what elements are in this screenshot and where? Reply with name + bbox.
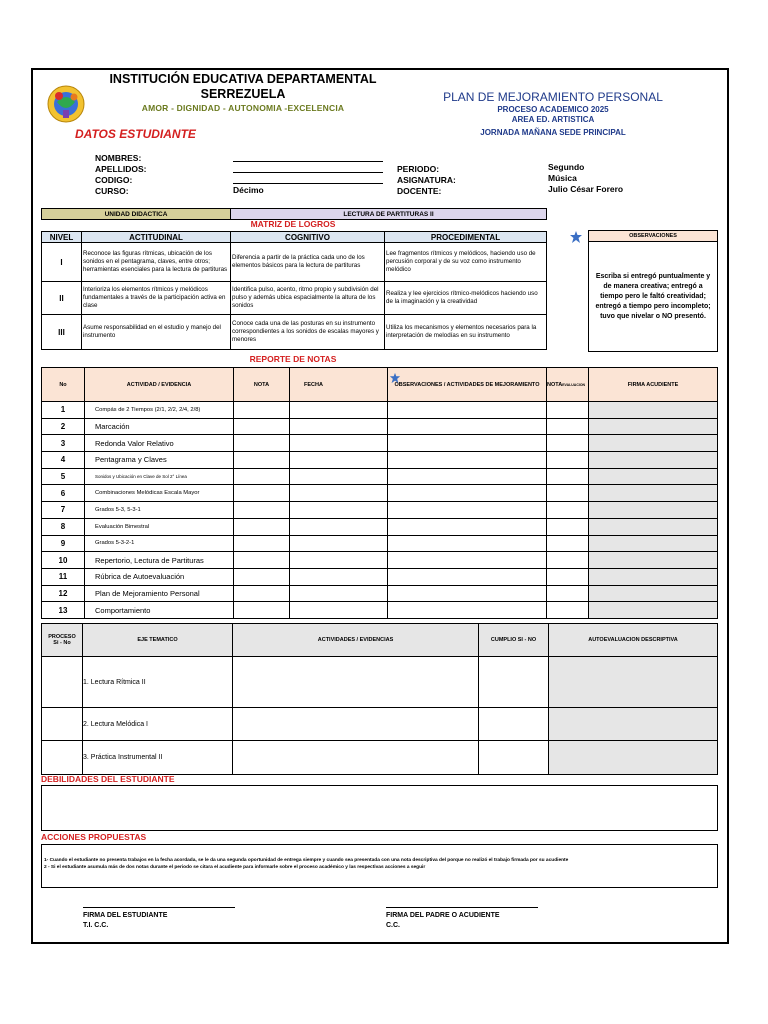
obs-cell[interactable]: [388, 502, 547, 519]
matriz-row: [42, 282, 547, 315]
firma-header: FIRMA ACUDIENTE: [589, 368, 718, 402]
accion-1: 1- Cuando el estudiante no presenta trabajos en la fecha acordada, se le da una segunda oportunidad de entrega siempre y cuando sea presentada con una nota descriptiva del porque no realizó el trabajo firmada por su acudiente: [44, 858, 569, 863]
institution-name: [93, 72, 393, 102]
unidad-value: LECTURA DE PARTITURAS II: [231, 209, 547, 220]
nota-eval-cell[interactable]: [547, 435, 589, 452]
cognitivo-cell: Conoce cada una de las posturas en su instrumento correspondientes a los sonidos de escalas mayores y menores: [231, 315, 385, 350]
row-number: 5: [42, 468, 85, 485]
proceso-table: [41, 623, 718, 775]
fecha-cell[interactable]: [290, 535, 388, 552]
asignatura-value: Música: [548, 173, 577, 183]
matriz-row: [42, 315, 547, 350]
nota-cell[interactable]: [234, 485, 290, 502]
debilidades-box[interactable]: [41, 785, 718, 831]
proceso-label: PROCESO: [48, 634, 76, 640]
firma-cell[interactable]: [589, 418, 718, 435]
autoeval-cell[interactable]: [549, 657, 718, 708]
notas-table: [41, 367, 718, 402]
firma-padre-line[interactable]: [386, 907, 538, 908]
activity-cell: Evaluación Bimestral: [85, 518, 234, 535]
codigo-label: CODIGO:: [95, 175, 133, 185]
activity-cell: Redonda Valor Relativo: [85, 435, 234, 452]
nota-eval-cell[interactable]: [547, 418, 589, 435]
fecha-cell[interactable]: [290, 585, 388, 602]
notas-row: [42, 402, 718, 419]
notas-row: [42, 568, 718, 585]
fecha-cell[interactable]: [290, 402, 388, 419]
eje-cell: 1. Lectura Rítmica II: [83, 657, 233, 708]
nota-cell[interactable]: [234, 435, 290, 452]
nivel-header: NIVEL: [42, 232, 82, 243]
obs-cell[interactable]: [388, 585, 547, 602]
observaciones-title: OBSERVACIONES: [589, 231, 718, 242]
acciones-box: [41, 844, 718, 888]
firma-estudiante: [83, 911, 167, 931]
firma-estudiante-line[interactable]: [83, 907, 235, 908]
matriz-table: [41, 231, 547, 350]
cumplio-cell[interactable]: [479, 708, 549, 741]
notas-row: [42, 452, 718, 469]
nota-cell[interactable]: [234, 602, 290, 619]
proceso-header: [42, 624, 83, 657]
periodo-label: PERIODO:: [397, 164, 440, 174]
obs-header: OBSERVACIONES / ACTIVIDADES DE MEJORAMIENTO: [388, 368, 547, 402]
acciones-title: ACCIONES PROPUESTAS: [41, 832, 147, 842]
nota-header: NOTA: [234, 368, 290, 402]
row-number: 1: [42, 402, 85, 419]
institution-line: INSTITUCIÓN EDUCATIVA DEPARTAMENTAL: [109, 72, 377, 86]
no-header: No: [42, 368, 85, 402]
actitudinal-header: ACTITUDINAL: [82, 232, 231, 243]
nivel-cell: I: [42, 243, 82, 282]
obs-cell[interactable]: [388, 552, 547, 569]
reporte-title: REPORTE DE NOTAS: [249, 354, 337, 364]
activity-cell: Compás de 2 Tiempos (2/1, 2/2, 2/4, 2/8): [85, 402, 234, 419]
firma-cell[interactable]: [589, 602, 718, 619]
debilidades-title: DEBILIDADES DEL ESTUDIANTE: [41, 774, 175, 784]
notas-body: [41, 401, 718, 619]
shift-line: JORNADA MAÑANA SEDE PRINCIPAL: [480, 128, 626, 137]
matriz-row: [42, 243, 547, 282]
fecha-cell[interactable]: [290, 568, 388, 585]
nota-cell[interactable]: [234, 518, 290, 535]
observaciones-text: Escriba si entregó puntualmente y de manera creativa; entregó a tiempo pero le faltó creatividad; entregó a tiempo pero incompleto; tuvo que nivelar o NO presentó.: [589, 242, 718, 352]
eje-cell: 3. Práctica Instrumental II: [83, 741, 233, 775]
docente-label: DOCENTE:: [397, 186, 442, 196]
area-line: AREA ED. ARTISTICA: [511, 115, 595, 124]
activity-cell: Sonidos y Ubicación en Clave de Sol 2° Línea: [85, 468, 234, 485]
proceso-sino: Si - No: [53, 640, 71, 646]
fecha-header: FECHA: [290, 368, 388, 402]
obs-cell[interactable]: [388, 402, 547, 419]
notas-row: [42, 602, 718, 619]
activity-cell: Pentagrama y Claves: [85, 452, 234, 469]
course-labels: [397, 164, 456, 197]
fecha-cell[interactable]: [290, 435, 388, 452]
proceso-cell[interactable]: [42, 708, 83, 741]
activity-cell: Comportamiento: [85, 602, 234, 619]
fecha-cell[interactable]: [290, 485, 388, 502]
row-number: 7: [42, 502, 85, 519]
nota-eval-cell[interactable]: [547, 568, 589, 585]
nota-cell[interactable]: [234, 585, 290, 602]
curso-label: CURSO:: [95, 186, 129, 196]
firma-estudiante-id: T.I. C.C.: [83, 922, 109, 929]
activity-cell: Plan de Mejoramiento Personal: [85, 585, 234, 602]
obs-cell[interactable]: [388, 452, 547, 469]
firma-cell[interactable]: [589, 485, 718, 502]
firma-padre-id: C.C.: [386, 922, 400, 929]
star-icon: [389, 372, 401, 384]
course-values: [548, 162, 623, 195]
act-evid-cell[interactable]: [233, 708, 479, 741]
periodo-value: Segundo: [548, 162, 585, 172]
nombres-label: NOMBRES:: [95, 153, 142, 163]
nota-eval-cell[interactable]: [547, 452, 589, 469]
firma-cell[interactable]: [589, 518, 718, 535]
codigo-field[interactable]: [233, 175, 383, 184]
proceso-row: [42, 708, 718, 741]
firma-cell[interactable]: [589, 552, 718, 569]
proceso-cell[interactable]: [42, 741, 83, 775]
row-number: 2: [42, 418, 85, 435]
autoeval-header: AUTOEVALUACION DESCRIPTIVA: [549, 624, 718, 657]
act-evid-cell[interactable]: [233, 657, 479, 708]
plan-title: PLAN DE MEJORAMIENTO PERSONAL: [443, 90, 663, 104]
nota-eval-cell[interactable]: [547, 585, 589, 602]
activity-cell: Grados 5-3-2-1: [85, 535, 234, 552]
row-number: 9: [42, 535, 85, 552]
firma-padre: [386, 911, 500, 931]
actitudinal-cell: Reconoce las figuras rítmicas, ubicación de los sonidos en el pentagrama, claves, entre otros; herramientas esenciales para la lectura de partituras: [82, 243, 231, 282]
proceso-cell[interactable]: [42, 657, 83, 708]
cumplio-cell[interactable]: [479, 741, 549, 775]
nota-eval-cell[interactable]: [547, 402, 589, 419]
cognitivo-cell: Diferencia a partir de la práctica cada uno de los elementos básicos para la lectura de partituras: [231, 243, 385, 282]
firma-cell[interactable]: [589, 535, 718, 552]
procedimental-header: PROCEDIMENTAL: [385, 232, 547, 243]
row-number: 10: [42, 552, 85, 569]
obs-cell[interactable]: [388, 602, 547, 619]
nota-cell[interactable]: [234, 502, 290, 519]
notas-row: [42, 468, 718, 485]
obs-cell[interactable]: [388, 535, 547, 552]
actitudinal-cell: Asume responsabilidad en el estudio y manejo del instrumento: [82, 315, 231, 350]
firma-cell[interactable]: [589, 502, 718, 519]
nota-cell[interactable]: [234, 535, 290, 552]
notas-row: [42, 535, 718, 552]
nota-cell[interactable]: [234, 418, 290, 435]
process-line: PROCESO ACADEMICO 2025: [497, 105, 609, 114]
obs-cell[interactable]: [388, 418, 547, 435]
student-labels: [95, 153, 146, 197]
fecha-cell[interactable]: [290, 552, 388, 569]
procedimental-cell: Realiza y lee ejercicios rítmico-melódicos haciendo uso de la imaginación y la creatividad: [385, 282, 547, 315]
unidad-label: UNIDAD DIDACTICA: [42, 209, 231, 220]
notas-row: [42, 552, 718, 569]
nota-eval-cell[interactable]: [547, 552, 589, 569]
actividad-header: ACTIVIDAD / EVIDENCIA: [85, 368, 234, 402]
asignatura-label: ASIGNATURA:: [397, 175, 456, 185]
nota-eval-cell[interactable]: [547, 518, 589, 535]
datos-estudiante-title: DATOS ESTUDIANTE: [75, 127, 196, 141]
nota-cell[interactable]: [234, 452, 290, 469]
town-line: SERREZUELA: [200, 87, 286, 101]
nota-eval-label: NOTA: [547, 381, 563, 388]
actitudinal-cell: Interioriza los elementos rítmicos y melódicos fundamentales a través de la participación activa en clase: [82, 282, 231, 315]
firma-cell[interactable]: [589, 402, 718, 419]
firma-cell[interactable]: [589, 568, 718, 585]
nota-cell[interactable]: [234, 468, 290, 485]
procedimental-cell: Lee fragmentos rítmicos y melódicos, haciendo uso de percusión corporal y de su voz como instrumento melódico: [385, 243, 547, 282]
school-logo: [43, 80, 89, 126]
nota-cell[interactable]: [234, 402, 290, 419]
notas-row: [42, 585, 718, 602]
fecha-cell[interactable]: [290, 452, 388, 469]
fecha-cell[interactable]: [290, 502, 388, 519]
observaciones-box: [588, 230, 718, 352]
student-fields: [233, 153, 383, 196]
fecha-cell[interactable]: [290, 602, 388, 619]
nota-eval-cell[interactable]: [547, 602, 589, 619]
firma-cell[interactable]: [589, 468, 718, 485]
firma-padre-label: FIRMA DEL PADRE O ACUDIENTE: [386, 912, 500, 919]
document-page: [31, 68, 729, 944]
row-number: 3: [42, 435, 85, 452]
nota-eval-cell[interactable]: [547, 485, 589, 502]
activity-cell: Grados 5-3, 5-3-1: [85, 502, 234, 519]
firma-cell[interactable]: [589, 435, 718, 452]
nota-eval-header: [547, 368, 589, 402]
eje-header: EJE TEMATICO: [83, 624, 233, 657]
nota-eval-cell[interactable]: [547, 535, 589, 552]
row-number: 6: [42, 485, 85, 502]
eje-cell: 2. Lectura Melódica I: [83, 708, 233, 741]
row-number: 12: [42, 585, 85, 602]
obs-cell[interactable]: [388, 435, 547, 452]
fecha-cell[interactable]: [290, 468, 388, 485]
nota-eval-cell[interactable]: [547, 502, 589, 519]
fecha-cell[interactable]: [290, 418, 388, 435]
row-number: 13: [42, 602, 85, 619]
cognitivo-header: COGNITIVO: [231, 232, 385, 243]
nota-cell[interactable]: [234, 568, 290, 585]
activity-cell: Rúbrica de Autoevaluación: [85, 568, 234, 585]
activity-cell: Marcación: [85, 418, 234, 435]
obs-cell[interactable]: [388, 485, 547, 502]
row-number: 8: [42, 518, 85, 535]
matriz-title: MATRIZ DE LOGROS: [250, 219, 336, 229]
nota-cell[interactable]: [234, 552, 290, 569]
notas-row: [42, 418, 718, 435]
nota-eval-cell[interactable]: [547, 468, 589, 485]
nivel-cell: III: [42, 315, 82, 350]
docente-value: Julio César Forero: [548, 184, 624, 194]
star-icon: [569, 230, 583, 244]
firma-cell[interactable]: [589, 452, 718, 469]
firma-cell[interactable]: [589, 585, 718, 602]
row-number: 11: [42, 568, 85, 585]
curso-value: Décimo: [233, 185, 264, 195]
fecha-cell[interactable]: [290, 518, 388, 535]
nombres-field[interactable]: [233, 153, 383, 162]
autoeval-cell[interactable]: [549, 708, 718, 741]
activity-cell: Combinaciones Melódicas Escala Mayor: [85, 485, 234, 502]
autoeval-cell[interactable]: [549, 741, 718, 775]
firma-estudiante-label: FIRMA DEL ESTUDIANTE: [83, 912, 168, 919]
cumplio-header: CUMPLIO SI - NO: [479, 624, 549, 657]
notas-row: [42, 502, 718, 519]
apellidos-label: APELLIDOS:: [95, 164, 147, 174]
proceso-row: [42, 741, 718, 775]
obs-cell[interactable]: [388, 568, 547, 585]
apellidos-field[interactable]: [233, 164, 383, 173]
motto: AMOR - DIGNIDAD - AUTONOMIA -EXCELENCIA: [141, 103, 345, 113]
proceso-row: [42, 657, 718, 708]
notas-row: [42, 435, 718, 452]
row-number: 4: [42, 452, 85, 469]
accion-2: 2 - Si el estudiante asumula más de dos notas durante el periodo se citara el acudiente para informarle sobre el proceso académico y las respectivas acciones a seguir: [44, 865, 426, 870]
procedimental-cell: Utiliza los mecanismos y elementos necesarios para la interpretación de melodías en su instrumento: [385, 315, 547, 350]
notas-row: [42, 485, 718, 502]
act-evid-header: ACTIVIDADES / EVIDENCIAS: [233, 624, 479, 657]
nota-eval-small: EVALUACION: [562, 382, 586, 387]
notas-row: [42, 518, 718, 535]
activity-cell: Repertorio, Lectura de Partituras: [85, 552, 234, 569]
cumplio-cell[interactable]: [479, 657, 549, 708]
obs-cell[interactable]: [388, 518, 547, 535]
obs-cell[interactable]: [388, 468, 547, 485]
nivel-cell: II: [42, 282, 82, 315]
act-evid-cell[interactable]: [233, 741, 479, 775]
cognitivo-cell: Identifica pulso, acento, ritmo propio y subdivisión del pulso y además ubica espacialmente la altura de los sonidos: [231, 282, 385, 315]
